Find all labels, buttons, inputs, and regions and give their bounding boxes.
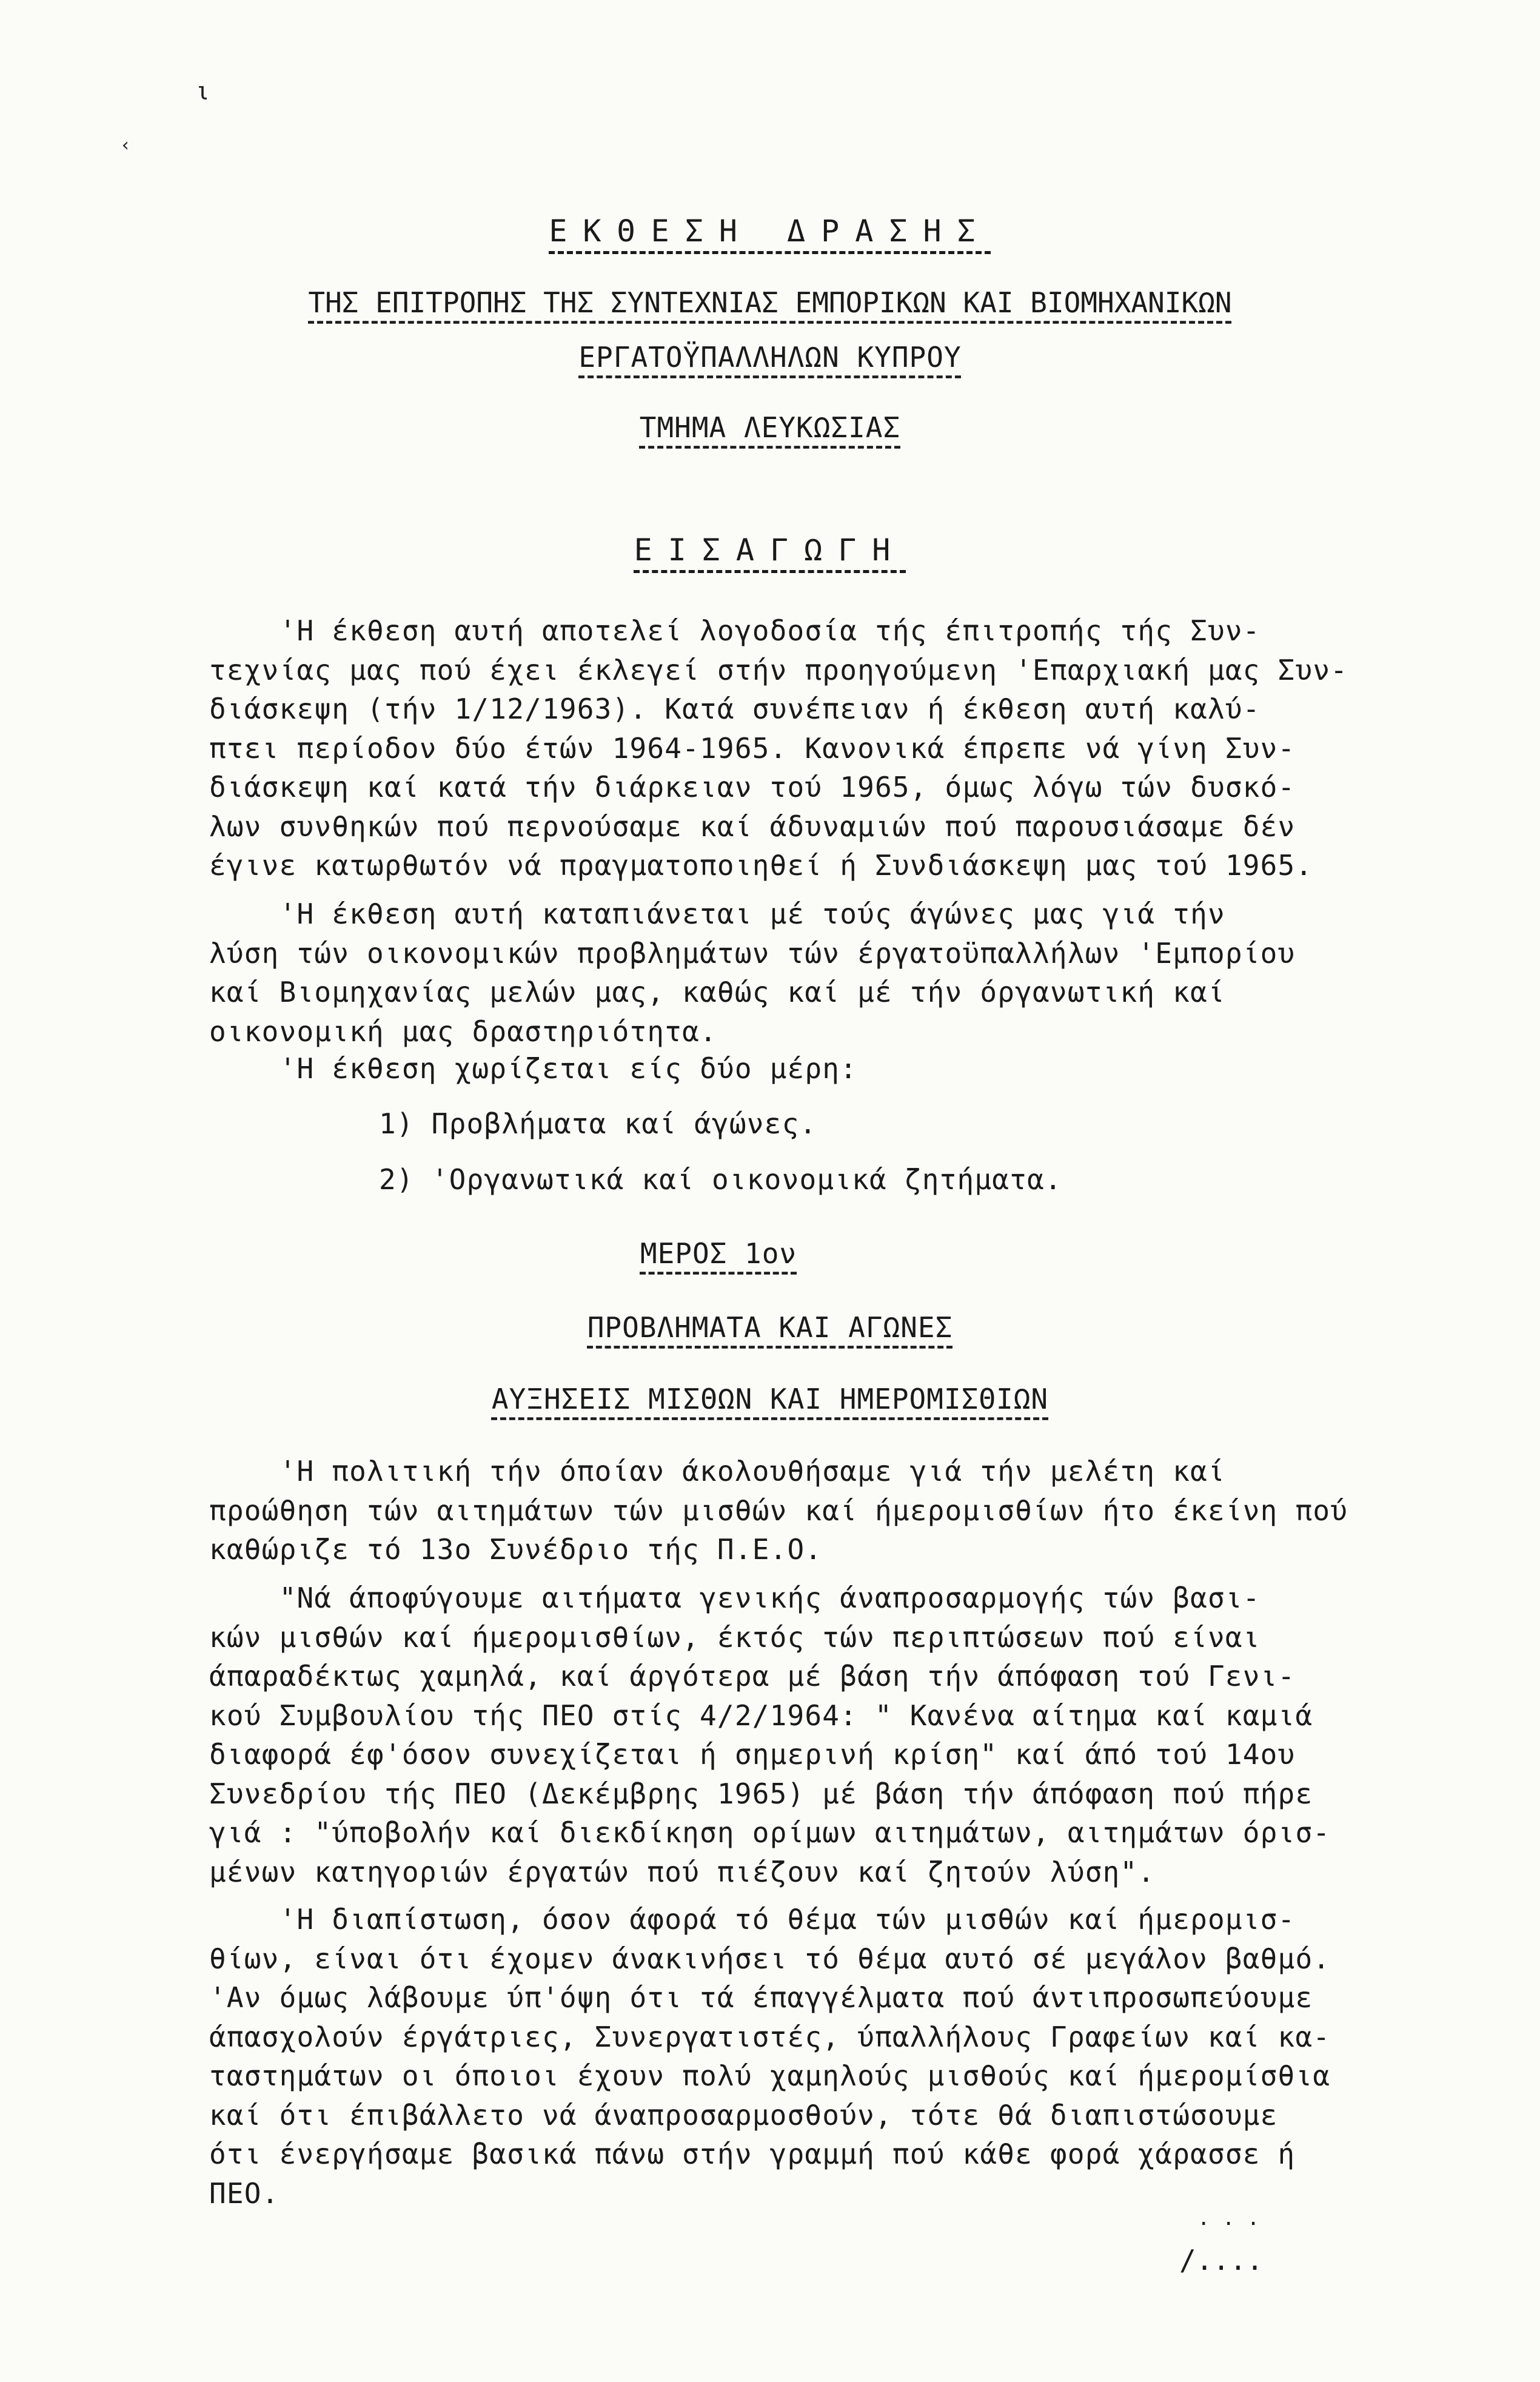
part-subheading: ΠΡΟΒΛΗΜΑΤΑ ΚΑΙ ΑΓΩΝΕΣ <box>587 1311 953 1344</box>
report-title: ΕΚΘΕΣΗ ΔΡΑΣΗΣ <box>549 213 991 249</box>
branch-name: ΤΜΗΜΑ ΛΕΥΚΩΣΙΑΣ <box>639 411 901 444</box>
intro-paragraph-2: 'Η έκθεση αυτή καταπιάνεται μέ τούς άγώνες μας γιά τήν λύση τών οικονομικών προβλημάτων τών έργατοϋπαλλήλων 'Εμπορίου καί Βιομηχανίας μελών μας, καθώς καί μέ τήν όργανωτική καί οικονομική μας δραστηριότητα. <box>209 897 1296 1048</box>
margin-mark-second: ‹ <box>120 135 132 156</box>
part1-paragraph-3: 'Η διαπίστωση, όσον άφορά τό θέμα τών μισθών καί ήμερομισ- θίων, είναι ότι έχομεν άνακινήσει τό θέμα αυτό σέ μεγάλον βαθμό. 'Αν όμως λάβουμε ύπ'όψη ότι τά έπαγγέλματα πού άντιπροσωπεύουμε άπασχολούν έργάτριες, Συνεργατιστές, ύπαλλήλους Γραφείων καί κα- ταστημάτων οι όποιοι έχουν πολύ χαμηλούς μισθούς καί ήμερομίσθια καί ότι έπιβάλλετο νά άναπροσαρμοσθούν, τότε θά διαπιστώσουμε ότι ένεργήσαμε βασικά πάνω στήν γραμμή πού κάθε φορά χάρασσε ή ΠΕΟ. <box>209 1903 1331 2210</box>
org-name-line2: ΕΡΓΑΤΟΫΠΑΛΛΗΛΩΝ ΚΥΠΡΟΥ <box>578 341 962 374</box>
part1-paragraph-1: 'Η πολιτική τήν όποίαν άκολουθήσαμε γιά τήν μελέτη καί προώθηση τών αιτημάτων τών μισθών καί ήμερομισθίων ήτο έκείνη πού καθώριζε τό 13ο Συνέδριο τής Π.Ε.Ο. <box>209 1455 1348 1566</box>
continuation-mark: /.... <box>1179 2244 1264 2276</box>
part1-paragraph-2: "Νά άποφύγουμε αιτήματα γενικής άναπροσαρμογής τών βασι- κών μισθών καί ήμερομισθίων, έκτός τών περιπτώσεων πού είναι άπαραδέκτως χαμηλά, καί άργότερα μέ βάση τήν άπόφαση τού Γενι- κού Συμβουλίου τής ΠΕΟ στίς 4/2/1964: " Κανένα αίτημα καί καμιά διαφορά έφ'όσον συνεχίζεται ή σημερινή κρίση" καί άπό τού 14ου Συνεδρίου τής ΠΕΟ (Δεκέμβρης 1965) μέ βάση τήν άπόφαση πού πήρε γιά : "ύποβολήν καί διεκδίκηση ορίμων αιτημάτων, αιτημάτων όρισ- μένων κατηγοριών έργατών πού πιέζουν καί ζητούν λύση". <box>209 1582 1331 1888</box>
section-heading: ΑΥΞΗΣΕΙΣ ΜΙΣΘΩΝ ΚΑΙ ΗΜΕΡΟΜΙΣΘΙΩΝ <box>491 1383 1049 1415</box>
list-item-1: 1) Προβλήματα καί άγώνες. <box>379 1107 817 1140</box>
list-item-2: 2) 'Οργανωτικά καί οικονομικά ζητήματα. <box>379 1163 1062 1196</box>
margin-mark-top: ι <box>195 78 210 106</box>
part-heading: ΜΕΡΟΣ 1ον <box>640 1237 797 1270</box>
intro-paragraph-1: 'Η έκθεση αυτή αποτελεί λογοδοσία τής έπιτροπής τής Συν- τεχνίας μας πού έχει έκλεγεί στήν προηγούμενη 'Επαρχιακή μας Συν- διάσκεψη (τήν 1/12/1963). Κατά συνέπειαν ή έκθεση αυτή καλύ- πτει περίοδον δύο έτών 1964-1965. Κανονικά έπρεπε νά γίνη Συν- διάσκεψη καί κατά τήν διάρκειαν τού 1965, όμως λόγω τών δυσκό- λων συνθηκών πού περνούσαμε καί άδυναμιών πού παρουσιάσαμε δέν έγινε κατωρθωτόν νά πραγματοποιηθεί ή Συνδιάσκεψη μας τού 1965. <box>209 614 1348 882</box>
footer-dots: . . . <box>1197 2206 1260 2230</box>
org-name-line1: ΤΗΣ ΕΠΙΤΡΟΠΗΣ ΤΗΣ ΣΥΝΤΕΧΝΙΑΣ ΕΜΠΟΡΙΚΩΝ ΚΑΙ ΒΙΟΜΗΧΑΝΙΚΩΝ <box>308 286 1232 319</box>
intro-title: ΕΙΣΑΓΩΓΗ <box>634 532 906 568</box>
intro-paragraph-3: 'Η έκθεση χωρίζεται είς δύο μέρη: <box>209 1052 858 1085</box>
